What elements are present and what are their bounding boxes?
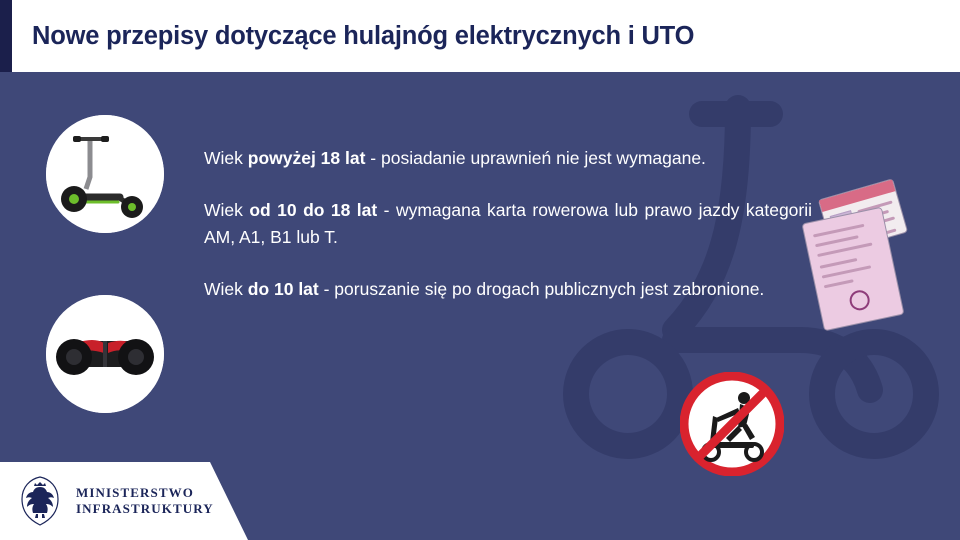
no-scooter-sign [680,372,784,476]
ministry-name-line1: MINISTERSTWO [76,484,194,500]
paragraph-lead: Wiek [204,199,250,220]
driving-licence-documents [806,188,946,328]
paragraph-bold: powyżej 18 lat [247,148,366,168]
paragraph-lead: Wiek [204,278,248,299]
paragraph-rest: - posiadanie uprawnień nie jest wymagane. [365,148,706,168]
slide-header [0,0,960,72]
paragraph-bold: od 10 do 18 lat [249,199,378,220]
paragraph-lead: Wiek [204,148,248,168]
paragraph-age-under-10 [204,276,812,304]
ministry-name [76,485,214,518]
paragraph-rest: - wymagana karta rowerowa lub prawo jazdy kategorii AM, A1, B1 lub T. [204,199,813,248]
ministry-logo [0,462,248,540]
content-text-block [204,145,812,304]
header-accent-bar [0,0,12,72]
licence-text-line [824,279,854,288]
ministry-name-line2: INFRASTRUKTURY [76,501,214,516]
hoverboard-photo [46,295,164,413]
licence-stamp-icon [848,288,872,312]
licence-card-strip [819,180,895,212]
electric-scooter-photo [46,115,164,233]
licence-text-line [820,258,858,269]
paragraph-age-10-to-18 [204,197,812,252]
licence-text-line [815,235,859,247]
polish-eagle-emblem-icon [14,473,66,529]
paragraph-rest: - poruszanie się po drogach publicznych jest zabronione. [318,278,765,299]
page-title: Nowe przepisy dotyczące hulajnóg elektrycznych i UTO [32,21,695,50]
paragraph-age-over-18 [204,145,812,173]
paragraph-bold: do 10 lat [247,278,319,299]
licence-text-line [822,265,872,278]
